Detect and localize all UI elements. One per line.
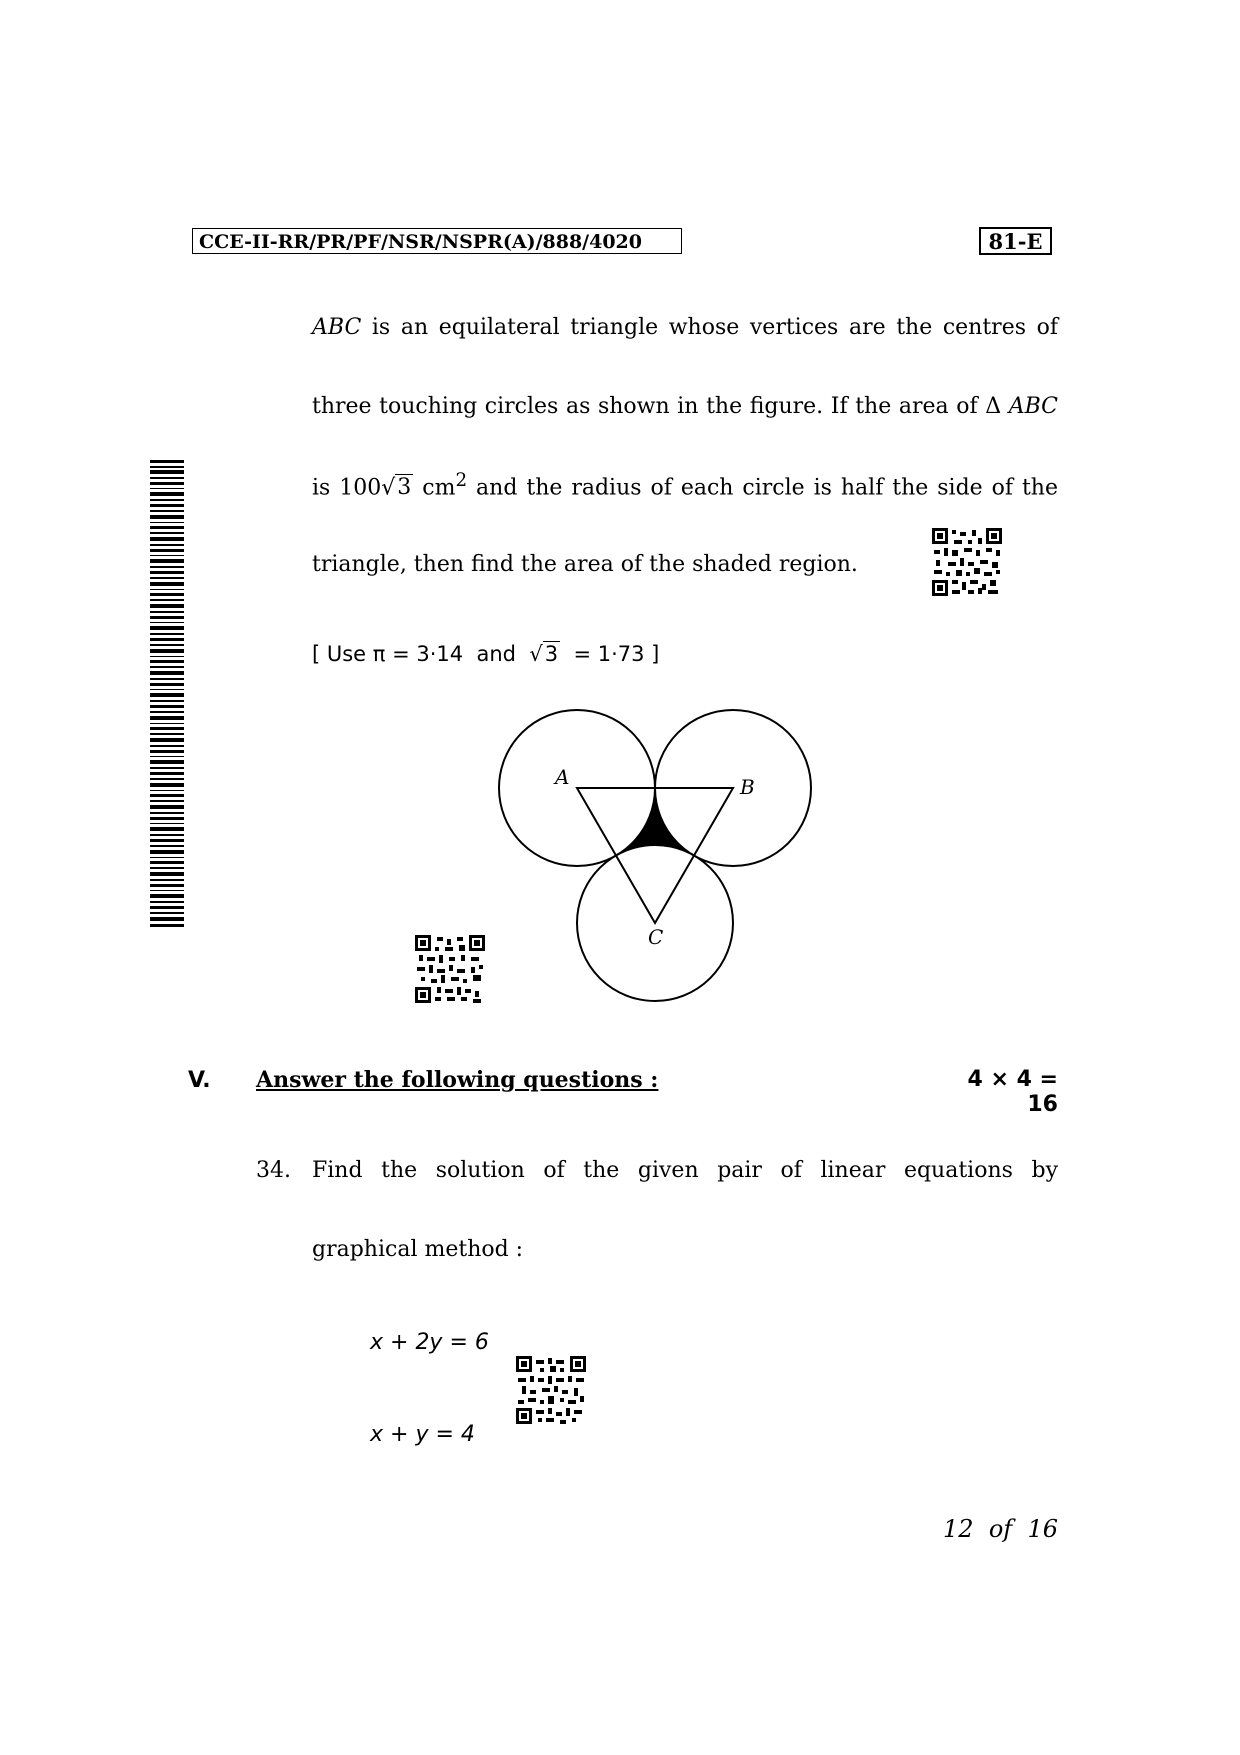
- qr-code-2: [415, 935, 485, 1003]
- q34-line-1: Find the solution of the given pair of linear equations by: [312, 1158, 1058, 1183]
- q34-line-2: graphical method :: [312, 1237, 524, 1262]
- q33-line-2: three touching circles as shown in the figure. If the area of Δ ABC: [312, 394, 1058, 419]
- subject-code: 81-E: [979, 227, 1052, 255]
- section-title: Answer the following questions :: [256, 1067, 659, 1093]
- barcode-image: [150, 460, 184, 930]
- q33-line-3: is 100√3 $cm^2$ and the radius of each circle is half the side of the: [312, 470, 1058, 501]
- label-a: A: [555, 765, 570, 789]
- section-label: V.: [188, 1068, 211, 1093]
- page-number: 12 of 16: [943, 1515, 1058, 1543]
- paper-code: CCE-II-RR/PR/PF/NSR/NSPR(A)/888/4020: [192, 228, 682, 254]
- q33-hint: [ Use π = 3·14 and √3 = 1·73 ]: [312, 642, 660, 666]
- q33-figure: [490, 700, 820, 1010]
- label-b: B: [740, 775, 755, 799]
- qr-code-3: [516, 1356, 586, 1424]
- q34-equation-2: x + y = 4: [370, 1422, 475, 1447]
- qr-code-1: [932, 528, 1002, 596]
- q34-equation-1: x + 2y = 6: [370, 1330, 489, 1355]
- section-marks: 4 × 4 = 16: [967, 1067, 1058, 1117]
- label-c: C: [648, 925, 664, 949]
- q33-line-1: ABC is an equilateral triangle whose vertices are the centres of: [312, 315, 1058, 340]
- q33-line-4: triangle, then find the area of the shaded region.: [312, 552, 858, 577]
- q34-number: 34.: [256, 1158, 291, 1183]
